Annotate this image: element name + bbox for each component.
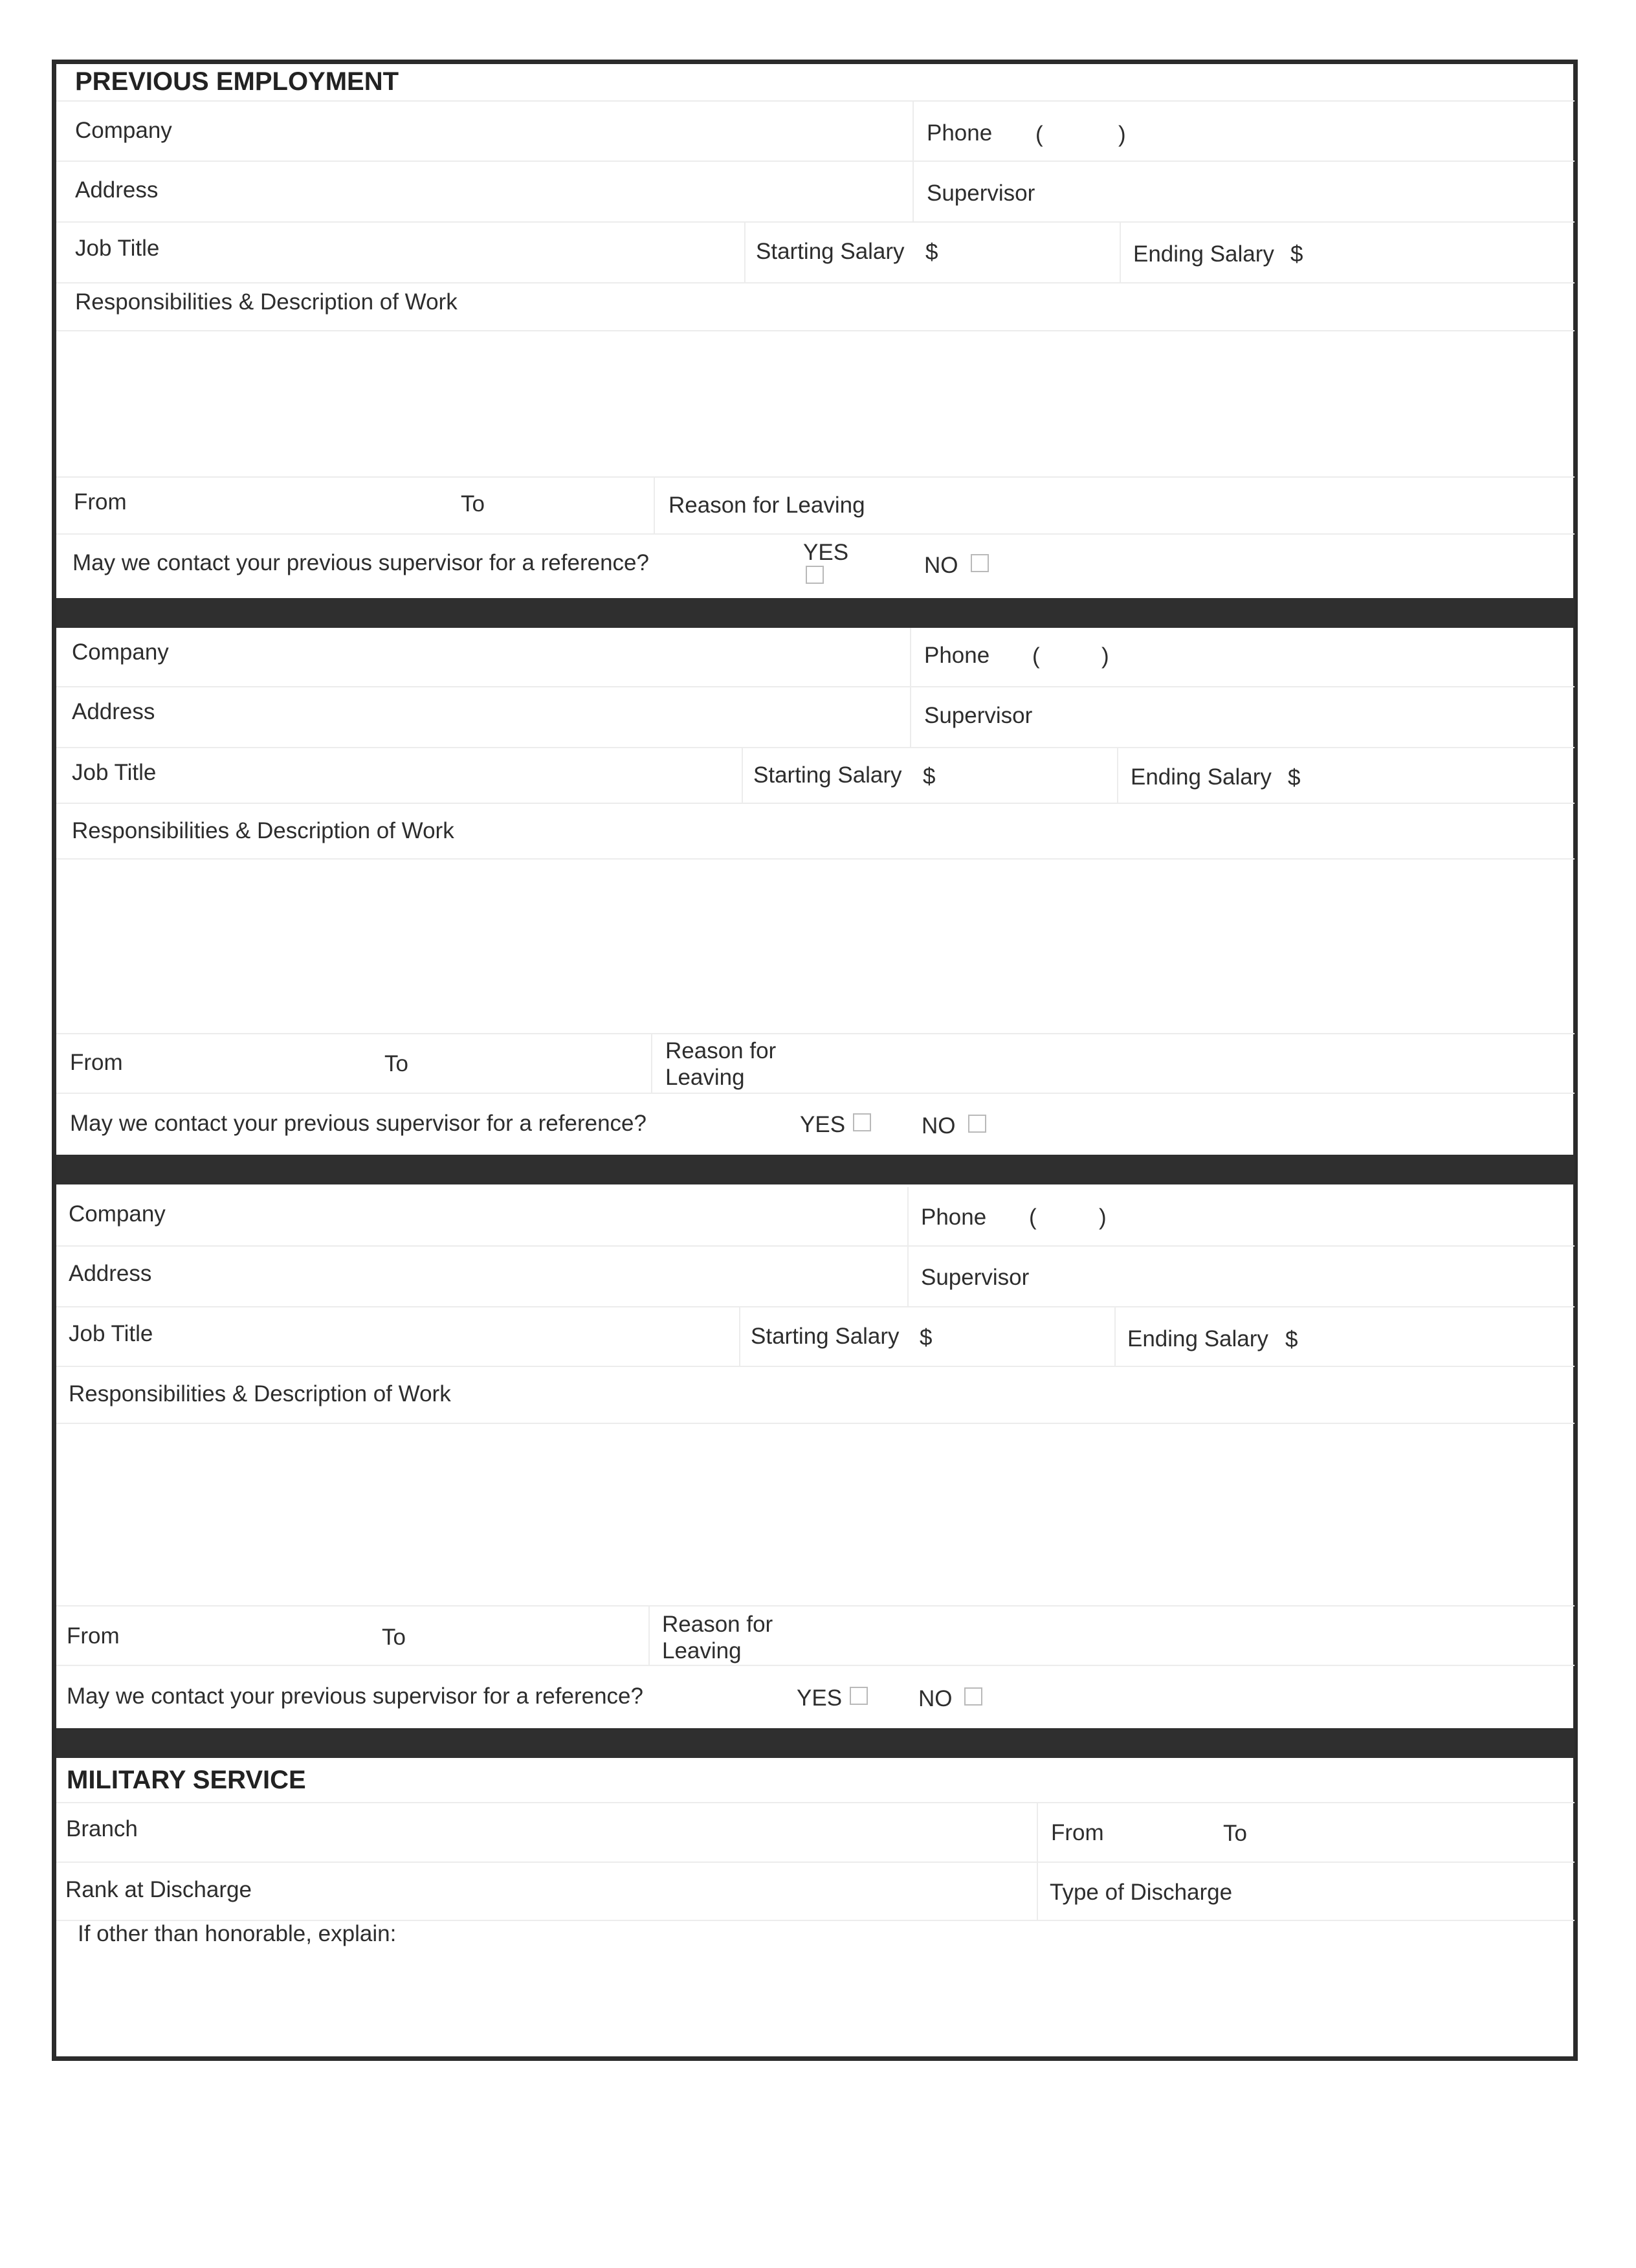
reason-for-leaving-label: Reason for Leaving [669,493,865,518]
supervisor-label: Supervisor [921,1265,1030,1290]
address-label: Address [75,177,159,203]
ending-salary-label: Ending Salary [1127,1326,1268,1351]
starting-salary-label: Starting Salary [756,239,905,264]
job-title-label: Job Title [75,236,160,261]
row-divider [56,100,1575,102]
starting-salary-currency: $ [923,764,936,789]
yes-label: YES [800,1112,846,1137]
phone-open-paren: ( [1029,1205,1037,1230]
section-separator-band [56,598,1575,628]
phone-label: Phone [921,1205,987,1230]
contact-reference-question: May we contact your previous supervisor for a reference? [70,1111,647,1136]
company-label: Company [75,118,172,143]
no-label: NO [922,1113,956,1139]
ending-salary-label: Ending Salary [1131,764,1272,790]
yes-label: YES [797,1685,843,1711]
contact-reference-question: May we contact your previous supervisor for a reference? [72,550,649,575]
row-divider [56,858,1575,860]
no-label: NO [924,553,958,578]
starting-salary-currency: $ [925,239,938,265]
rank-at-discharge-label: Rank at Discharge [65,1877,252,1902]
row-divider [56,1245,1575,1247]
ending-salary-currency: $ [1285,1327,1298,1352]
explain-label: If other than honorable, explain: [78,1921,397,1946]
contact-yes-checkbox[interactable] [806,566,824,584]
starting-salary-label: Starting Salary [751,1324,900,1349]
row-divider [56,1862,1575,1863]
column-divider [1120,223,1121,282]
responsibilities-label: Responsibilities & Description of Work [69,1381,451,1406]
previous-employment-heading: PREVIOUS EMPLOYMENT [75,67,399,96]
column-divider [910,628,911,748]
to-label: To [384,1051,408,1076]
responsibilities-label: Responsibilities & Description of Work [75,289,458,315]
row-divider [56,533,1575,535]
phone-label: Phone [927,120,993,146]
row-divider [56,476,1575,478]
contact-reference-question: May we contact your previous supervisor for a reference? [67,1684,643,1709]
column-divider [654,478,655,533]
row-divider [56,1605,1575,1606]
address-label: Address [72,699,155,724]
row-divider [56,1093,1575,1094]
row-divider [56,686,1575,687]
row-divider [56,330,1575,331]
application-form-frame [52,60,1578,2061]
phone-close-paren: ) [1118,122,1126,147]
row-divider [56,1802,1575,1803]
column-divider [739,1307,740,1366]
type-of-discharge-label: Type of Discharge [1050,1880,1233,1905]
phone-close-paren: ) [1099,1205,1107,1230]
company-label: Company [72,639,169,665]
no-label: NO [918,1686,953,1711]
row-divider [56,1665,1575,1666]
contact-yes-checkbox[interactable] [850,1687,868,1705]
to-label: To [461,491,485,517]
supervisor-label: Supervisor [924,703,1033,728]
military-service-heading: MILITARY SERVICE [67,1766,306,1794]
reason-for-leaving-label-line2: Leaving [662,1638,742,1663]
row-divider [56,1366,1575,1367]
column-divider [1114,1307,1116,1366]
column-divider [742,748,743,803]
starting-salary-label: Starting Salary [753,762,902,788]
ending-salary-currency: $ [1288,765,1301,790]
from-label: From [67,1623,120,1649]
contact-no-checkbox[interactable] [968,1115,986,1133]
row-divider [56,747,1575,748]
reason-for-leaving-label-line1: Reason for [665,1038,777,1063]
from-label: From [70,1050,123,1075]
company-label: Company [69,1201,166,1227]
row-divider [56,1306,1575,1307]
service-to-label: To [1223,1821,1247,1846]
column-divider [907,1187,909,1306]
reason-for-leaving-label-line1: Reason for [662,1612,773,1637]
branch-label: Branch [66,1816,138,1841]
row-divider [56,1033,1575,1034]
column-divider [648,1606,650,1665]
phone-open-paren: ( [1035,122,1043,147]
row-divider [56,803,1575,804]
to-label: To [382,1625,406,1650]
section-separator-band [56,1728,1575,1758]
job-title-label: Job Title [69,1321,153,1346]
starting-salary-currency: $ [920,1325,933,1350]
reason-for-leaving-label-line2: Leaving [665,1065,745,1090]
supervisor-label: Supervisor [927,181,1035,206]
responsibilities-label: Responsibilities & Description of Work [72,818,454,843]
column-divider [651,1034,652,1093]
job-title-label: Job Title [72,760,157,785]
from-label: From [74,489,127,515]
row-divider [56,1423,1575,1424]
row-divider [56,221,1575,223]
column-divider [1117,748,1118,803]
phone-label: Phone [924,643,990,668]
contact-yes-checkbox[interactable] [853,1113,871,1131]
phone-open-paren: ( [1032,643,1040,669]
column-divider [744,223,746,282]
yes-label: YES [803,540,849,565]
section-separator-band [56,1155,1575,1184]
ending-salary-currency: $ [1290,241,1303,267]
row-divider [56,161,1575,162]
ending-salary-label: Ending Salary [1133,241,1274,267]
service-from-label: From [1051,1820,1104,1845]
contact-no-checkbox[interactable] [964,1687,982,1706]
row-divider [56,282,1575,284]
phone-close-paren: ) [1101,643,1109,669]
contact-no-checkbox[interactable] [971,554,989,572]
address-label: Address [69,1261,152,1286]
